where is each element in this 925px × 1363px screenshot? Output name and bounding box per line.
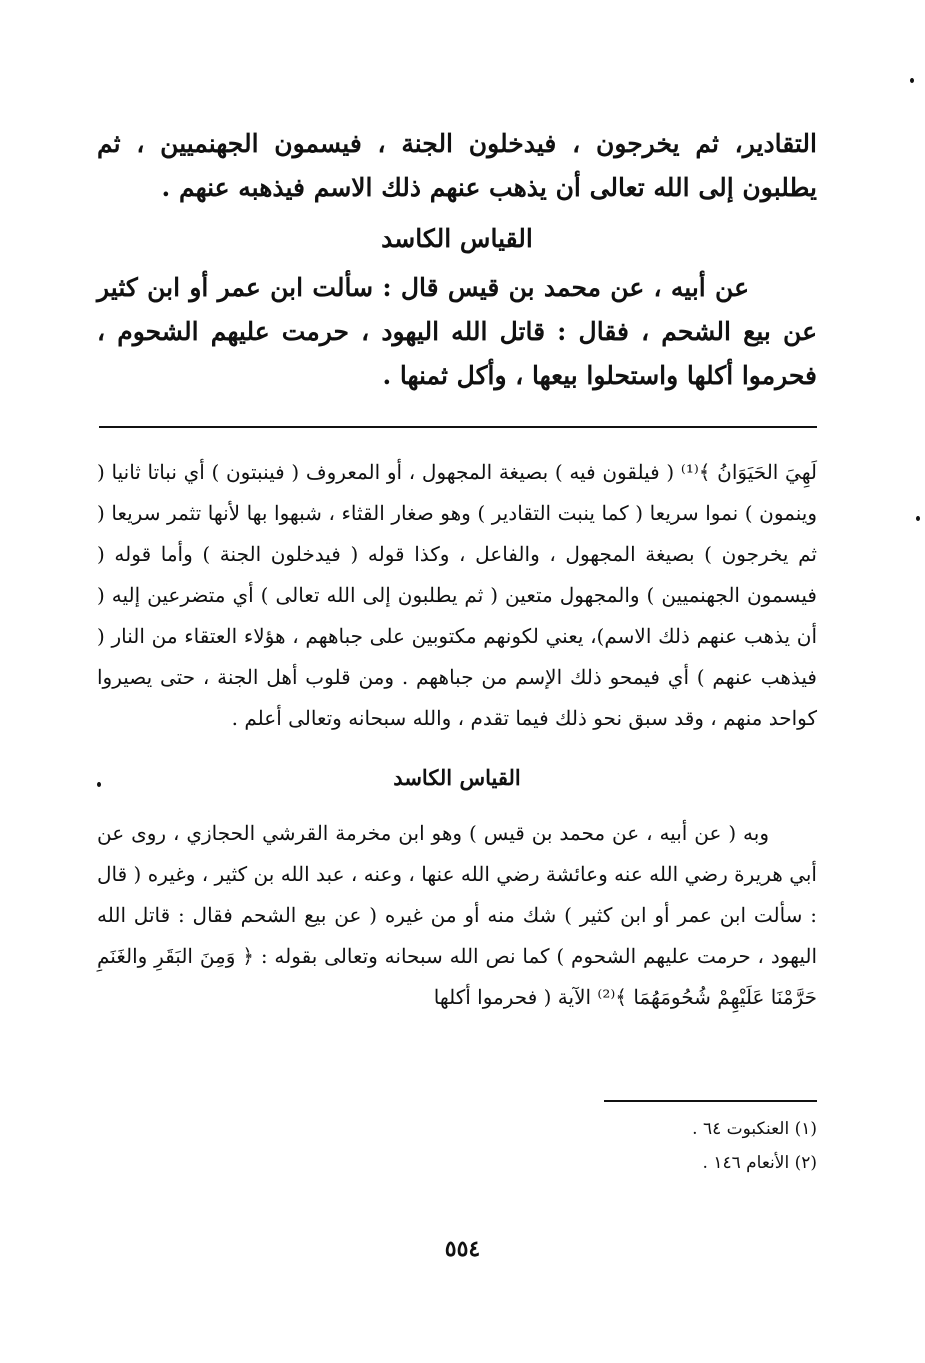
- section-heading: القياس الكاسد: [381, 224, 533, 253]
- footnote: (١) العنكبوت ٦٤ .: [692, 1119, 817, 1139]
- footnote: (٢) الأنعام ١٤٦ .: [702, 1153, 817, 1173]
- scan-speck: [97, 782, 101, 787]
- section-divider: [99, 426, 817, 428]
- footnote-divider: [604, 1100, 817, 1102]
- commentary-text: [97, 452, 817, 1018]
- main-text: [97, 122, 817, 398]
- main-paragraph: عن أبيه ، عن محمد بن قيس قال : سألت ابن عمر أو ابن كثير عن بيع الشحم ، فقال : قاتل الله اليهود ، حرمت عليهم الشحوم ، فحرموا أكلها واستحلوا بيعها ، وأكل ثمنها .: [97, 273, 817, 390]
- main-paragraph: التقادير، ثم يخرجون ، فيدخلون الجنة ، فيسمون الجهنميين ، ثم يطلبون إلى الله تعالى أن يذهب عنهم ذلك الاسم فيذهبه عنهم .: [97, 129, 817, 202]
- commentary-heading: القياس الكاسد: [393, 765, 521, 790]
- footnotes: [417, 1112, 817, 1180]
- page-number: ٥٥٤: [444, 1236, 481, 1262]
- scan-speck: [910, 78, 914, 83]
- commentary-paragraph: وبه ( عن أبيه ، عن محمد بن قيس ) وهو ابن مخرمة القرشي الحجازي ، روى عن أبي هريرة رضي الله عنه وعائشة رضي الله عنها ، وعنه ، عبد الله بن كثير ، وغيره ( قال : سألت ابن عمر أو ابن كثير ) شك منه أو من غيره ( عن بيع الشحم فقال : قاتل الله اليهود ، حرمت عليهم الشحوم ) كما نص الله سبحانه وتعالى بقوله : ﴿ وَمِنَ البَقَرِ والغَنَمِ حَرَّمْنَا عَلَيْهِمْ شُحُومَهُمَا ﴾⁽²⁾ الآية ( فحرموا أكلها: [97, 821, 817, 1009]
- commentary-paragraph: لَهِيَ الحَيَوَانُ ﴾⁽¹⁾ ( فيلقون فيه ) بصيغة المجهول ، أو المعروف ( فينبتون ) أي نباتا ثانيا ( وينمون ) نموا سريعا ( كما ينبت التقادير ) وهو صغار القثاء ، شبهوا بها لأنها تثمر سريعا ( ثم يخرجون ) بصيغة المجهول ، والفاعل ، وكذا قوله ( فيدخلون الجنة ) وأما قوله ( فيسمون الجهنميين ) والمجهول متعين ( ثم يطلبون إلى الله تعالى ) أي متضرعين إليه ( أن يذهب عنهم ذلك الاسم)، يعني لكونهم مكتوبين على جباههم ، هؤلاء العتقاء من النار ( فيذهب عنهم ) أي فيمحو ذلك الإسم من جباههم . ومن قلوب أهل الجنة ، حتى يصيروا كواحد منهم ، وقد سبق نحو ذلك فيما تقدم ، والله سبحانه وتعالى أعلم .: [97, 460, 818, 730]
- scan-speck: [916, 516, 920, 521]
